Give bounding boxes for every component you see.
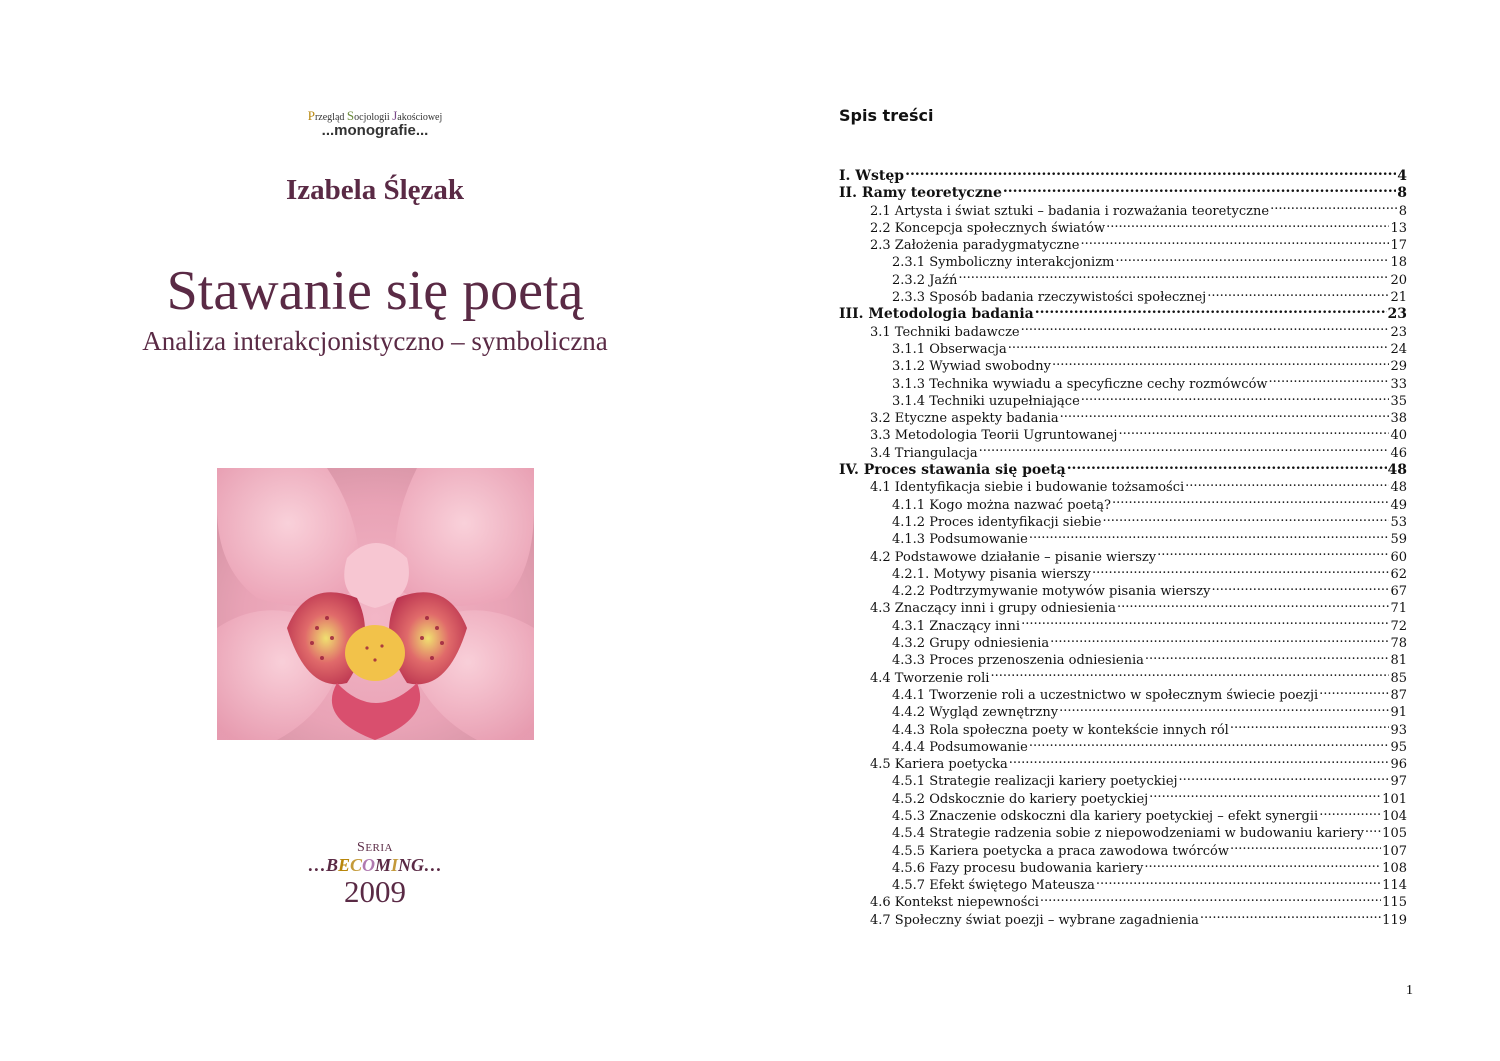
toc-entry-page: 49: [1390, 497, 1407, 513]
toc-dot-leader: [1096, 872, 1381, 889]
toc-entry-page: 29: [1390, 359, 1407, 375]
toc-dot-leader: [1003, 180, 1396, 197]
toc-entry-label: III. Metodologia badania: [839, 306, 1034, 323]
toc-entry-page: 35: [1390, 393, 1407, 409]
publication-year: 2009: [344, 874, 406, 909]
toc-entry: [839, 163, 1407, 184]
toc-entry-label: 3.4 Triangulacja: [870, 445, 978, 461]
toc-dot-leader: [979, 440, 1390, 457]
author-name: Izabela Ślęzak: [285, 174, 465, 206]
toc-entry-page: 48: [1387, 462, 1407, 479]
toc-entry-page: 48: [1390, 480, 1407, 496]
toc-dot-leader: [1112, 492, 1389, 509]
toc-dot-leader: [1200, 907, 1381, 924]
toc-dot-leader: [1080, 232, 1389, 249]
toc-dot-leader: [1067, 457, 1387, 474]
toc-entry-label: 4.3.2 Grupy odniesienia: [892, 636, 1050, 652]
monograph-series-label: ...monografie...: [321, 122, 429, 139]
toc-entry-label: 4.6 Kontekst niepewności: [870, 895, 1039, 911]
toc-dot-leader: [1106, 215, 1389, 232]
book-subtitle: Analiza interakcjonistyczno – symboliczna: [142, 326, 608, 356]
toc-entry: [839, 180, 1407, 202]
toc-entry-page: 40: [1390, 428, 1407, 444]
toc-entry-page: 85: [1390, 670, 1407, 686]
toc-entry-page: 114: [1382, 878, 1407, 894]
series-name: …BECOMING…: [307, 855, 443, 875]
toc-entry-page: 18: [1390, 255, 1407, 271]
toc-entry-page: 81: [1390, 653, 1407, 669]
toc-entry-label: I. Wstęp: [839, 168, 905, 184]
toc-dot-leader: [1081, 388, 1390, 405]
toc-dot-leader: [1052, 353, 1390, 370]
toc-dot-leader: [1230, 838, 1381, 855]
toc-dot-leader: [1021, 613, 1389, 630]
toc-dot-leader: [1050, 630, 1389, 647]
toc-entry-page: 104: [1382, 808, 1407, 824]
toc-dot-leader: [1029, 734, 1390, 751]
toc-entry-label: 4.4 Tworzenie roli: [870, 670, 990, 686]
toc-entry-label: 4.3.1 Znaczący inni: [892, 618, 1021, 634]
toc-dot-leader: [1009, 751, 1390, 768]
toc-entry-page: 119: [1382, 912, 1407, 928]
toc-entry-label: II. Ramy teoretyczne: [839, 185, 1002, 202]
toc-entry-page: 62: [1390, 566, 1407, 582]
toc-entry-page: 53: [1390, 514, 1407, 530]
series-label: SERIA: [357, 840, 393, 855]
toc-entry-label: 4.5.3 Znaczenie odskoczni dla kariery poetyckiej – efekt synergii: [892, 808, 1319, 824]
toc-entry-label: 4.5.1 Strategie realizacji kariery poetyckiej: [892, 774, 1178, 790]
toc-dot-leader: [1230, 717, 1390, 734]
toc-entry-label: 4.1 Identyfikacja siebie i budowanie tożsamości: [870, 480, 1185, 496]
toc-entry-label: 4.4.2 Wygląd zewnętrzny: [892, 705, 1059, 721]
toc-entry-page: 17: [1390, 238, 1407, 254]
toc-entry-label: 4.1.1 Kogo można nazwać poetą?: [892, 497, 1111, 513]
toc-entry-page: 23: [1387, 306, 1407, 323]
toc-entry-page: 72: [1390, 618, 1407, 634]
toc-entry-page: 101: [1382, 791, 1407, 807]
toc-entry-label: IV. Proces stawania się poetą: [839, 462, 1066, 479]
toc-dot-leader: [1211, 578, 1389, 595]
toc-entry-page: 97: [1390, 774, 1407, 790]
toc-dot-leader: [1270, 198, 1398, 215]
toc-entry-label: 4.1.2 Proces identyfikacji siebie: [892, 514, 1102, 530]
publisher-name: Przegląd Socjologii Jakościowej: [307, 108, 443, 123]
toc-entry-page: 115: [1382, 895, 1407, 911]
toc-dot-leader: [1145, 647, 1390, 664]
toc-entry-label: 3.1.1 Obserwacja: [892, 341, 1007, 357]
toc-entry-label: 4.1.3 Podsumowanie: [892, 532, 1028, 548]
toc-dot-leader: [1185, 474, 1389, 491]
toc-entry-page: 24: [1390, 341, 1407, 357]
toc-dot-leader: [1179, 768, 1390, 785]
toc-entry-label: 4.2 Podstawowe działanie – pisanie wierszy: [870, 549, 1157, 565]
toc-entry-page: 71: [1390, 601, 1407, 617]
toc-dot-leader: [905, 163, 1396, 180]
toc-entry-label: 4.5.2 Odskocznie do kariery poetyckiej: [892, 791, 1149, 807]
toc-dot-leader: [1365, 820, 1381, 837]
toc-dot-leader: [1118, 422, 1389, 439]
toc-entry-label: 3.1.2 Wywiad swobodny: [892, 359, 1051, 375]
toc-entry-label: 3.3 Metodologia Teorii Ugruntowanej: [870, 428, 1118, 444]
toc-dot-leader: [1269, 371, 1390, 388]
toc-entry-label: 3.1.3 Technika wywiadu a specyficzne cechy rozmówców: [892, 376, 1268, 392]
toc-entry-page: 87: [1390, 687, 1407, 703]
toc-entry-label: 4.3.3 Proces przenoszenia odniesienia: [892, 653, 1144, 669]
toc-entry-label: 4.3 Znaczący inni i grupy odniesienia: [870, 601, 1116, 617]
orchid-image: [217, 468, 534, 740]
toc-entry-page: 91: [1390, 705, 1407, 721]
book-title: Stawanie się poetą: [166, 260, 584, 322]
toc-dot-leader: [1029, 526, 1390, 543]
toc-entry-page: 20: [1390, 272, 1407, 288]
toc-entry-page: 33: [1390, 376, 1407, 392]
toc-entry-page: 59: [1390, 532, 1407, 548]
toc-dot-leader: [1021, 319, 1390, 336]
toc-entry-label: 4.4.4 Podsumowanie: [892, 739, 1028, 755]
toc-entry-label: 4.4.1 Tworzenie roli a uczestnictwo w społecznym świecie poezji: [892, 687, 1319, 703]
toc-entry-page: 107: [1382, 843, 1407, 859]
toc-dot-leader: [1060, 405, 1390, 422]
table-of-contents: [839, 163, 1407, 928]
toc-dot-leader: [958, 267, 1389, 284]
toc-entry-label: 4.4.3 Rola społeczna poety w kontekście innych ról: [892, 722, 1229, 738]
toc-entry-label: 3.2 Etyczne aspekty badania: [870, 411, 1059, 427]
toc-dot-leader: [1319, 682, 1389, 699]
toc-entry-label: 3.1.4 Techniki uzupełniające: [892, 393, 1080, 409]
page-number: 1: [1406, 983, 1413, 998]
toc-entry-label: 4.2.1. Motywy pisania wierszy: [892, 566, 1092, 582]
toc-entry-label: 4.5.5 Kariera poetycka a praca zawodowa twórców: [892, 843, 1229, 859]
toc-entry-page: 8: [1398, 203, 1407, 219]
toc-entry-label: 4.2.2 Podtrzymywanie motywów pisania wierszy: [892, 584, 1211, 600]
toc-dot-leader: [1035, 301, 1387, 318]
toc-dot-leader: [990, 665, 1389, 682]
toc-entry-label: 4.5.7 Efekt świętego Mateusza: [892, 878, 1095, 894]
toc-entry-page: 23: [1390, 324, 1407, 340]
toc-dot-leader: [1040, 889, 1381, 906]
toc-dot-leader: [1207, 284, 1389, 301]
toc-entry-label: 2.1 Artysta i świat sztuki – badania i rozważania teoretyczne: [870, 203, 1270, 219]
toc-entry-label: 4.5.6 Fazy procesu budowania kariery: [892, 860, 1144, 876]
toc-entry-page: 21: [1390, 290, 1407, 306]
toc-dot-leader: [1103, 509, 1390, 526]
toc-dot-leader: [1319, 803, 1381, 820]
toc-entry-label: 2.3 Założenia paradygmatyczne: [870, 238, 1080, 254]
toc-entry-page: 8: [1397, 185, 1407, 202]
toc-dot-leader: [1059, 699, 1389, 716]
toc-heading: Spis treści: [839, 106, 934, 125]
toc-entry-label: 2.3.1 Symboliczny interakcjonizm: [892, 255, 1115, 271]
toc-entry-label: 3.1 Techniki badawcze: [870, 324, 1020, 340]
toc-dot-leader: [1157, 544, 1389, 561]
toc-entry-label: 2.3.3 Sposób badania rzeczywistości społecznej: [892, 290, 1207, 306]
toc-entry-page: 108: [1382, 860, 1407, 876]
toc-entry-page: 96: [1390, 757, 1407, 773]
toc-entry-page: 105: [1382, 826, 1407, 842]
toc-entry-page: 46: [1390, 445, 1407, 461]
toc-entry-label: 4.5.4 Strategie radzenia sobie z niepowodzeniami w budowaniu kariery: [892, 826, 1364, 842]
toc-entry-label: 2.3.2 Jaźń: [892, 272, 958, 288]
toc-entry-page: 13: [1390, 220, 1407, 236]
toc-entry-page: 4: [1397, 168, 1407, 184]
toc-entry-page: 93: [1390, 722, 1407, 738]
toc-entry-label: 2.2 Koncepcja społecznych światów: [870, 220, 1106, 236]
orchid-flower-photo: [217, 468, 534, 740]
toc-entry-page: 67: [1390, 584, 1407, 600]
toc-entry-page: 38: [1390, 411, 1407, 427]
toc-dot-leader: [1092, 561, 1389, 578]
toc-dot-leader: [1144, 855, 1381, 872]
toc-dot-leader: [1149, 786, 1381, 803]
toc-entry-label: 4.7 Społeczny świat poezji – wybrane zagadnienia: [870, 912, 1199, 928]
toc-dot-leader: [1008, 336, 1390, 353]
toc-entry-page: 60: [1390, 549, 1407, 565]
toc-entry-page: 78: [1390, 636, 1407, 652]
toc-dot-leader: [1115, 249, 1389, 266]
toc-entry-page: 95: [1390, 739, 1407, 755]
toc-entry-label: 4.5 Kariera poetycka: [870, 757, 1008, 773]
toc-dot-leader: [1117, 595, 1389, 612]
